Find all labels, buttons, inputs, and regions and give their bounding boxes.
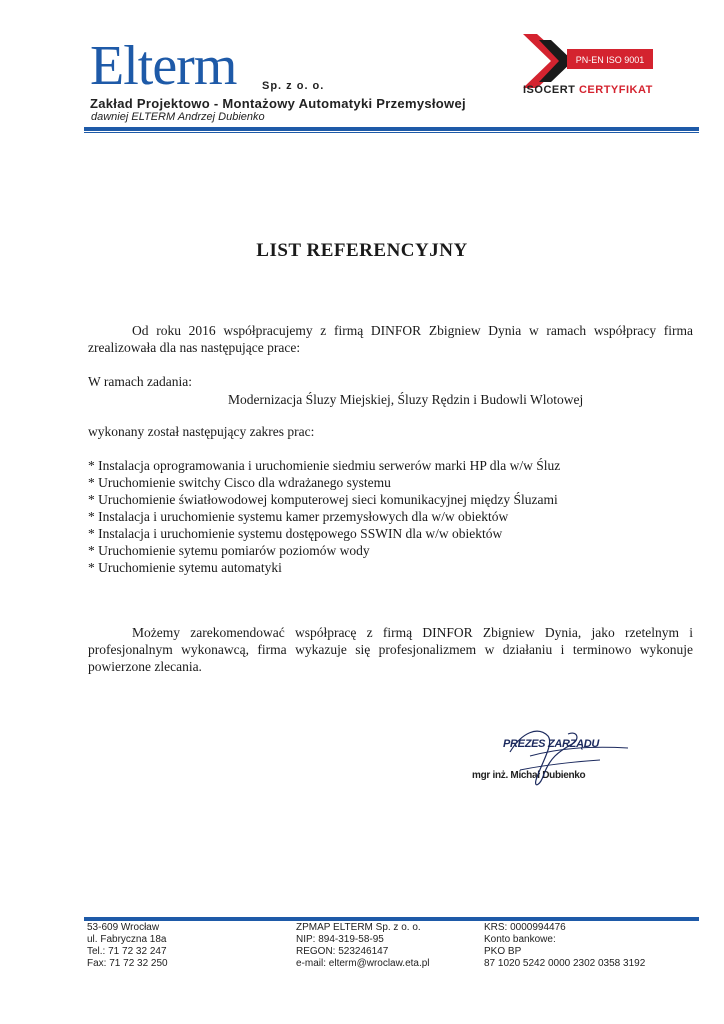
footer-registry-line: e-mail: elterm@wroclaw.eta.pl — [296, 958, 430, 969]
footer-bank-line: 87 1020 5242 0000 2302 0358 3192 — [484, 958, 646, 969]
works-list-item: * Instalacja oprogramowania i uruchomienie siedmiu serwerów marki HP dla w/w Śluz — [88, 458, 561, 473]
intro-paragraph: Od roku 2016 współpracujemy z firmą DINFOR Zbigniew Dynia w ramach współpracy firma zrealizowała dla nas następujące prace: — [88, 323, 693, 355]
letter-title: LIST REFERENCYJNY — [256, 240, 468, 261]
handwritten-signature — [480, 722, 640, 794]
footer-bank-line: PKO BP — [484, 946, 522, 957]
stamp-name: mgr inż. Michał Dubienko — [472, 770, 586, 781]
scope-label: wykonany został następujący zakres prac: — [88, 424, 315, 439]
footer-bank-line: Konto bankowe: — [484, 934, 556, 945]
recommendation-paragraph: Możemy zarekomendować współpracę z firmą DINFOR Zbigniew Dynia, jako rzetelnym i profesjonalnym wykonawcą, firma wykazuje się profesjonalizmem w działaniu i terminowo wykonuje powierzone zlecania. — [88, 625, 693, 674]
cert-caption-certyfikat: CERTYFIKAT — [578, 84, 653, 96]
cert-badge-text: PN-EN ISO 9001 — [575, 55, 645, 65]
footer-registry-line: NIP: 894-319-58-95 — [296, 934, 384, 945]
footer-address-line: Tel.: 71 72 32 247 — [87, 946, 167, 957]
footer-registry — [296, 922, 430, 970]
company-full-name: Zakład Projektowo - Montażowy Automatyki Przemysłowej — [90, 96, 466, 111]
works-list — [88, 457, 560, 576]
footer-bank-line: KRS: 0000994476 — [484, 922, 566, 933]
company-legal-form: Sp. z o. o. — [262, 80, 325, 92]
header-divider-thin — [84, 132, 699, 133]
task-label: W ramach zadania: — [88, 374, 192, 389]
stamp-role: PREZES ZARZĄDU — [503, 738, 600, 750]
works-list-item: * Uruchomienie sytemu pomiarów poziomów wody — [88, 543, 370, 558]
footer-address-line: Fax: 71 72 32 250 — [87, 958, 168, 969]
footer-address-line: ul. Fabryczna 18a — [87, 934, 167, 945]
works-list-item: * Uruchomienie światłowodowej komputerowej sieci komunikacyjnej między Śluzami — [88, 492, 558, 507]
company-former-name: dawniej ELTERM Andrzej Dubienko — [91, 111, 265, 123]
footer-address-line: 53-609 Wrocław — [87, 922, 160, 933]
works-list-item: * Uruchomienie sytemu automatyki — [88, 560, 282, 575]
footer-divider — [84, 917, 699, 921]
cert-caption-isocert: ISOCERT — [523, 84, 576, 96]
works-list-item: * Uruchomienie switchy Cisco dla wdrażanego systemu — [88, 475, 391, 490]
footer-address — [87, 922, 168, 970]
header-divider — [84, 127, 699, 131]
footer-bank — [484, 922, 645, 970]
cert-caption — [523, 84, 653, 96]
works-list-item: * Instalacja i uruchomienie systemu kamer przemysłowych dla w/w obiektów — [88, 509, 509, 524]
works-list-item: * Instalacja i uruchomienie systemu dostępowego SSWIN dla w/w obiektów — [88, 526, 503, 541]
task-name: Modernizacja Śluzy Miejskiej, Śluzy Rędzin i Budowli Wlotowej — [228, 392, 584, 407]
company-logo-wordmark: Elterm — [90, 35, 237, 97]
footer-registry-line: ZPMAP ELTERM Sp. z o. o. — [296, 922, 421, 933]
footer-registry-line: REGON: 523246147 — [296, 946, 389, 957]
